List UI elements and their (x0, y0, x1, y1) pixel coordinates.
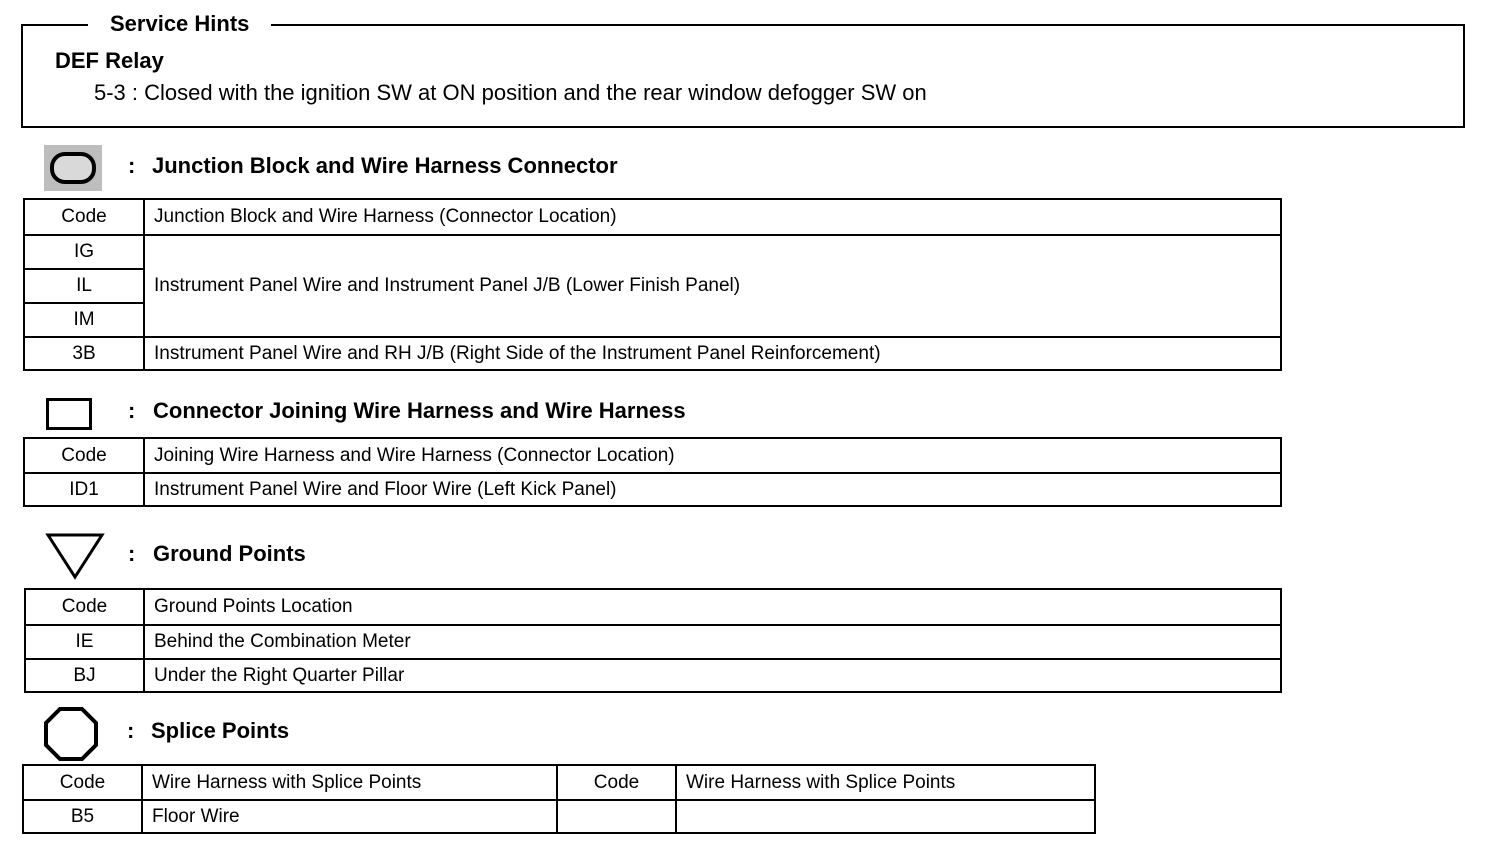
code-cell: 3B (24, 337, 144, 370)
desc-cell: Instrument Panel Wire and RH J/B (Right Side of the Instrument Panel Reinforcement) (144, 337, 1281, 370)
code-cell: IE (25, 625, 144, 659)
junction-section-title: Junction Block and Wire Harness Connector (152, 153, 618, 178)
table-row (23, 800, 1095, 833)
relay-name: DEF Relay (55, 48, 164, 73)
junction-block-connector-icon (44, 145, 102, 191)
code-cell: IL (24, 269, 144, 303)
header-code: Code (557, 765, 676, 800)
connector-section-title: Connector Joining Wire Harness and Wire Harness (153, 398, 686, 423)
splice-table (22, 764, 1096, 834)
relay-hint: 5-3 : Closed with the ignition SW at ON position and the rear window defogger SW on (94, 80, 927, 105)
code-cell (557, 800, 676, 833)
ground-section-title: Ground Points (153, 541, 306, 566)
code-cell: B5 (23, 800, 142, 833)
table-row (24, 473, 1281, 506)
header-desc: Ground Points Location (144, 589, 1281, 625)
table-header-row (24, 438, 1281, 473)
table-row (25, 659, 1281, 692)
ground-table (24, 588, 1282, 693)
header-code: Code (24, 438, 144, 473)
service-hints-box (21, 24, 1465, 128)
splice-colon: : (127, 718, 135, 743)
table-header-row (24, 199, 1281, 235)
code-cell: IG (24, 235, 144, 269)
connector-rectangle-icon (46, 398, 92, 430)
header-code: Code (23, 765, 142, 800)
desc-cell: Floor Wire (142, 800, 557, 833)
code-cell: ID1 (24, 473, 144, 506)
header-desc: Joining Wire Harness and Wire Harness (Connector Location) (144, 438, 1281, 473)
table-header-row (25, 589, 1281, 625)
header-desc: Wire Harness with Splice Points (676, 765, 1095, 800)
code-cell: BJ (25, 659, 144, 692)
splice-section-title: Splice Points (151, 718, 290, 743)
desc-cell: Under the Right Quarter Pillar (144, 659, 1281, 692)
header-code: Code (25, 589, 144, 625)
desc-cell: Behind the Combination Meter (144, 625, 1281, 659)
table-header-row (23, 765, 1095, 800)
desc-cell: Instrument Panel Wire and Floor Wire (Left Kick Panel) (144, 473, 1281, 506)
ground-colon: : (128, 541, 136, 566)
service-hints-title: Service Hints (88, 10, 271, 38)
desc-cell: Instrument Panel Wire and Instrument Panel J/B (Lower Finish Panel) (144, 235, 1281, 337)
table-row (25, 625, 1281, 659)
table-row (24, 235, 1281, 269)
junction-colon: : (128, 153, 136, 178)
ground-triangle-icon (45, 531, 105, 581)
connector-colon: : (128, 398, 136, 423)
junction-table (23, 198, 1282, 371)
header-desc: Junction Block and Wire Harness (Connector Location) (144, 199, 1281, 235)
header-code: Code (24, 199, 144, 235)
header-desc: Wire Harness with Splice Points (142, 765, 557, 800)
code-cell: IM (24, 303, 144, 337)
splice-octagon-icon (43, 706, 99, 762)
table-row (24, 337, 1281, 370)
connector-table (23, 437, 1282, 507)
desc-cell (676, 800, 1095, 833)
